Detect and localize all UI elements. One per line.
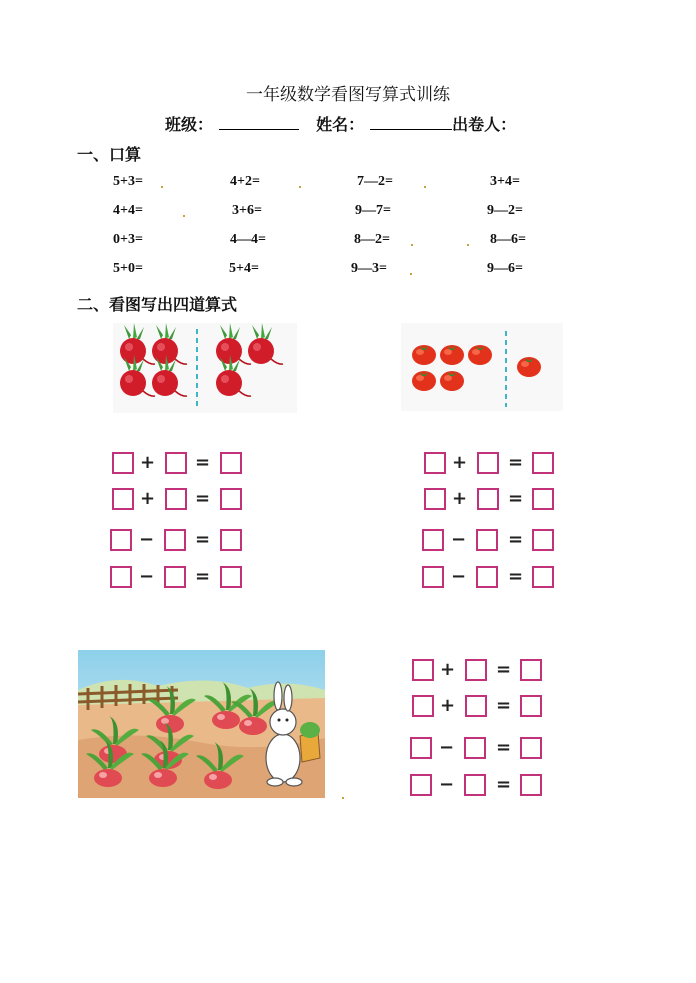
oral-equation: 8—6=	[490, 232, 526, 247]
equals-sign: =	[496, 695, 512, 716]
equals-sign: =	[508, 488, 524, 509]
answer-box[interactable]	[422, 529, 444, 551]
equals-sign: =	[195, 452, 211, 473]
tomato-picture	[401, 323, 563, 411]
oral-equation: 9—6=	[487, 261, 523, 276]
oral-equation: 4—4=	[230, 232, 266, 247]
plus-sign: +	[140, 488, 156, 509]
oral-equation: 8—2=	[354, 232, 390, 247]
answer-box[interactable]	[220, 452, 242, 474]
addition-row	[110, 452, 260, 478]
addition-row	[422, 452, 572, 478]
oral-equation: 3+6=	[232, 203, 262, 218]
answer-box[interactable]	[476, 529, 498, 551]
addition-row	[410, 695, 560, 721]
answer-box[interactable]	[164, 529, 186, 551]
answer-box[interactable]	[410, 737, 432, 759]
addition-row	[410, 659, 560, 685]
section-2-heading: 二、看图写出四道算式	[77, 295, 238, 314]
plus-sign: +	[452, 488, 468, 509]
oral-equation: 5+3=	[113, 174, 143, 189]
name-label: 姓名：	[316, 115, 365, 134]
equals-sign: =	[496, 774, 512, 795]
answer-box[interactable]	[112, 452, 134, 474]
answer-box[interactable]	[520, 774, 542, 796]
oral-equation: 9—3=	[351, 261, 387, 276]
radish-picture	[113, 323, 297, 413]
answer-box[interactable]	[477, 452, 499, 474]
answer-box[interactable]	[220, 529, 242, 551]
equals-sign: =	[195, 566, 211, 587]
oral-equation: 4+4=	[113, 203, 143, 218]
answer-box[interactable]	[532, 566, 554, 588]
answer-box[interactable]	[532, 488, 554, 510]
answer-box[interactable]	[412, 659, 434, 681]
equals-sign: =	[508, 529, 524, 550]
answer-box[interactable]	[520, 695, 542, 717]
oral-equation: 3+4=	[490, 174, 520, 189]
answer-box[interactable]	[424, 488, 446, 510]
answer-box[interactable]	[476, 566, 498, 588]
oral-equation: 9—2=	[487, 203, 523, 218]
oral-equation: 0+3=	[113, 232, 143, 247]
plus-sign: +	[452, 452, 468, 473]
subtraction-row	[410, 737, 560, 763]
answer-box[interactable]	[112, 488, 134, 510]
page-title: 一年级数学看图写算式训练	[246, 85, 450, 105]
addition-row	[110, 488, 260, 514]
answer-box[interactable]	[110, 529, 132, 551]
section-1-heading: 一、口算	[77, 145, 142, 164]
answer-box[interactable]	[477, 488, 499, 510]
equals-sign: =	[195, 488, 211, 509]
answer-box[interactable]	[464, 774, 486, 796]
equals-sign: =	[508, 566, 524, 587]
answer-box[interactable]	[412, 695, 434, 717]
class-label: 班级：	[165, 115, 214, 134]
minus-sign: −	[451, 529, 467, 550]
minus-sign: −	[139, 566, 155, 587]
oral-equation: 5+4=	[229, 261, 259, 276]
plus-sign: +	[140, 452, 156, 473]
equals-sign: =	[195, 529, 211, 550]
answer-box[interactable]	[422, 566, 444, 588]
subtraction-row	[422, 529, 572, 555]
minus-sign: −	[439, 774, 455, 795]
rabbit-garden-picture	[78, 650, 325, 798]
oral-equation: 4+2=	[230, 174, 260, 189]
answer-box[interactable]	[520, 737, 542, 759]
subtraction-row	[422, 566, 572, 592]
name-blank[interactable]	[370, 115, 452, 130]
answer-box[interactable]	[165, 452, 187, 474]
answer-box[interactable]	[165, 488, 187, 510]
answer-box[interactable]	[532, 529, 554, 551]
equals-sign: =	[496, 737, 512, 758]
subtraction-row	[410, 774, 560, 800]
plus-sign: +	[440, 659, 456, 680]
answer-box[interactable]	[532, 452, 554, 474]
answer-box[interactable]	[465, 659, 487, 681]
minus-sign: −	[451, 566, 467, 587]
equals-sign: =	[496, 659, 512, 680]
answer-box[interactable]	[110, 566, 132, 588]
equals-sign: =	[508, 452, 524, 473]
answer-box[interactable]	[164, 566, 186, 588]
subtraction-row	[110, 566, 260, 592]
oral-equation: 9—7=	[355, 203, 391, 218]
addition-row	[422, 488, 572, 514]
answer-box[interactable]	[220, 488, 242, 510]
author-label: 出卷人：	[452, 115, 517, 134]
oral-equation: 5+0=	[113, 261, 143, 276]
answer-box[interactable]	[220, 566, 242, 588]
class-blank[interactable]	[219, 115, 299, 130]
oral-equation: 7—2=	[357, 174, 393, 189]
minus-sign: −	[139, 529, 155, 550]
answer-box[interactable]	[464, 737, 486, 759]
info-line	[165, 112, 516, 135]
answer-box[interactable]	[410, 774, 432, 796]
answer-box[interactable]	[465, 695, 487, 717]
answer-box[interactable]	[424, 452, 446, 474]
answer-box[interactable]	[520, 659, 542, 681]
minus-sign: −	[439, 737, 455, 758]
plus-sign: +	[440, 695, 456, 716]
subtraction-row	[110, 529, 260, 555]
